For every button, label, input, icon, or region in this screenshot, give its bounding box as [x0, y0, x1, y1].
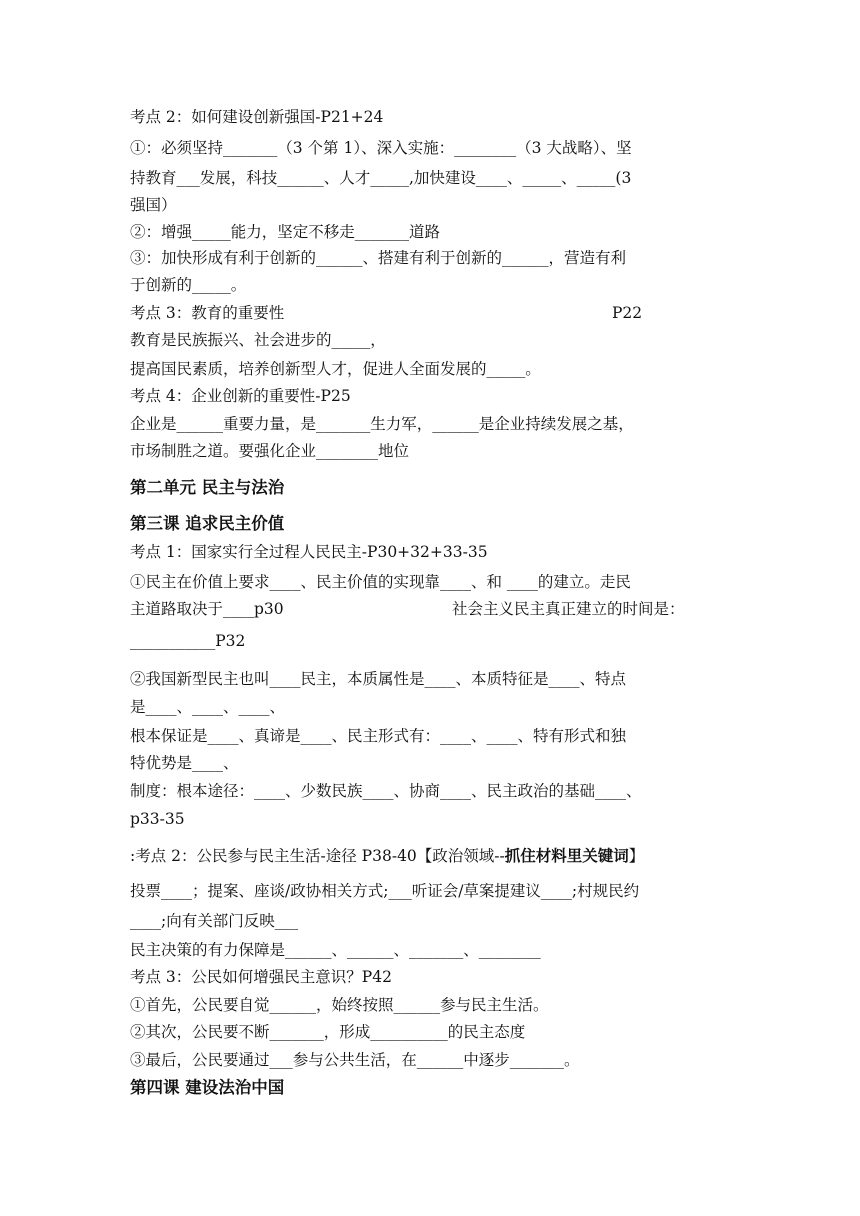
text-line: 教育是民族振兴、社会进步的_____，: [130, 331, 386, 349]
text-line: 企业是______重要力量，是_______生力军，______是企业持续发展之基，: [130, 415, 634, 433]
text-line: ①民主在价值上要求____、民主价值的实现靠____、和 ____的建立。走民: [130, 573, 631, 591]
text-line: ②我国新型民主也叫____民主，本质属性是____、本质特征是____、特点: [130, 670, 627, 688]
text-line: 强国）: [130, 196, 177, 214]
text-line: ②其次，公民要不断_______，形成__________的民主态度: [130, 1023, 526, 1041]
text-line: 特优势是____、: [130, 754, 239, 772]
kaodian-2-heading: 考点 2：如何建设创新强国-P21+24: [130, 108, 384, 126]
text-line: 社会主义民主真正建立的时间是：: [452, 600, 685, 618]
kaodian-2-participation-heading: [130, 849, 644, 865]
text-line: ②：增强_____能力，坚定不移走_______道路: [130, 223, 441, 241]
text-line: ③最后，公民要通过___参与公共生活，在______中逐步_______。: [130, 1051, 580, 1069]
text-line: 投票____；提案、座谈/政协相关方式;___听证会/草案提建议____;村规民约: [130, 882, 640, 900]
unit-heading: 第二单元 民主与法治: [130, 478, 285, 497]
lesson-heading: 第四课 建设法治中国: [130, 1078, 285, 1097]
heading-part: :考点 2：公民参与民主生活-途径 P38-40【政治领域--: [130, 847, 505, 865]
text-line: ___________P32: [130, 632, 246, 650]
text-line: 于创新的_____。: [130, 276, 247, 294]
text-line: ①首先，公民要自觉______，始终按照______参与民主生活。: [130, 996, 549, 1014]
text-line: 持教育___发展，科技______、人才_____,加快建设____、_____、_____(3: [130, 169, 632, 187]
text-line: 制度：根本途径：____、少数民族____、协商____、民主政治的基础____、: [130, 782, 642, 800]
text-line: ③：加快形成有利于创新的______、搭建有利于创新的______，营造有利: [130, 249, 627, 267]
text-line: ____;向有关部门反映___: [130, 912, 298, 930]
lesson-heading: 第三课 追求民主价值: [130, 514, 285, 533]
text-line: 根本保证是____、真谛是____、民主形式有：____、____、特有形式和独: [130, 727, 627, 745]
kaodian-3-awareness-heading: 考点 3：公民如何增强民主意识？P42: [130, 968, 392, 986]
text-line: 民主决策的有力保障是______、______、_______、________: [130, 941, 541, 959]
text-line: 提高国民素质，培养创新型人才，促进人全面发展的_____。: [130, 360, 541, 378]
keyword-emphasis: 抓住材料里关键词: [504, 847, 629, 865]
text-line: p33-35: [130, 810, 185, 828]
text-line: 市场制胜之道。要强化企业________地位: [130, 442, 410, 460]
text-line: 主道路取决于____p30: [130, 600, 284, 618]
kaodian-4-heading: 考点 4：企业创新的重要性-P25: [130, 387, 351, 405]
bracket-close: 】: [628, 847, 645, 865]
page-reference: P22: [612, 304, 643, 322]
kaodian-3-heading: 考点 3：教育的重要性: [130, 304, 285, 322]
kaodian-1-heading: 考点 1：国家实行全过程人民民主-P30+32+33-35: [130, 543, 488, 561]
text-line: 是____、____、____、: [130, 698, 286, 716]
text-line: ①：必须坚持_______（3 个第 1）、深入实施：________（3 大战略）、坚: [130, 139, 632, 157]
